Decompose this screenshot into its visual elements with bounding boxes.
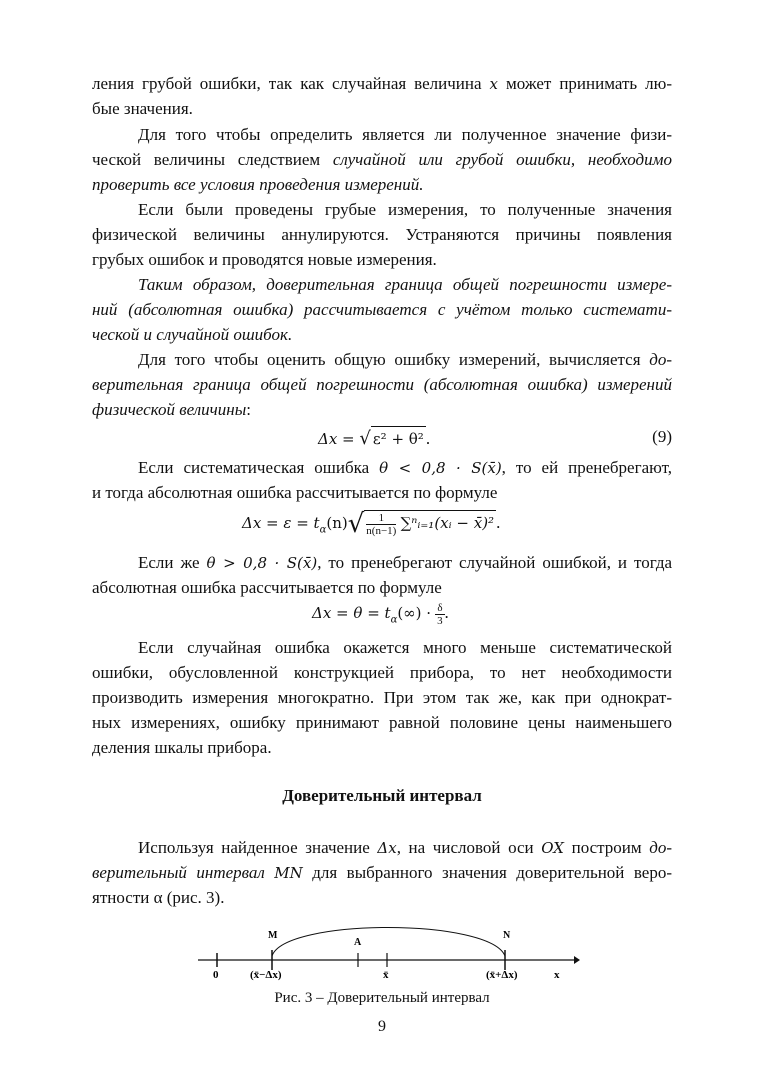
text-line: и тогда абсолютная ошибка рассчитывается по формуле	[92, 483, 498, 502]
text-line: ческой величины следствием случайной или грубой ошибки, необходимо	[92, 150, 673, 169]
text-line: ний (абсолютная ошибка) рассчитывается с учётом только системати-	[92, 300, 672, 319]
section-heading: Доверительный интервал	[282, 786, 482, 805]
text-line: Если случайная ошибка окажется много меньше систематической	[138, 638, 672, 657]
text-line: производить измерения многократно. При этом так же, как при однократ-	[92, 688, 672, 707]
label-origin: 0	[213, 969, 219, 981]
text-line: верительная граница общей погрешности (абсолютная ошибка) измерений	[92, 375, 672, 394]
equation-theta: $\Delta x = \theta = t_\alpha(\infty)$ · $\frac{\delta}{3}$ .	[312, 601, 449, 627]
label-m: M	[268, 930, 278, 941]
text-line: Таким образом, доверительная граница общей погрешности измере-	[138, 275, 672, 294]
label-right-bound: (x̄+Δx)	[486, 969, 518, 981]
label-a: A	[354, 937, 362, 948]
equation-9: Δx = √ ε² + θ² .	[318, 428, 431, 449]
text-line: Если систематическая ошибка θ < 0,8 · S(x̄), то ей пренебрегают,	[138, 458, 673, 477]
label-n: N	[503, 930, 511, 941]
text-line: ятности α (рис. 3).	[92, 888, 225, 907]
text-line: ошибки, обусловленной конструкцией прибора, то нет необходимости	[92, 663, 672, 682]
text-line: Для того чтобы определить является ли полученное значение физи-	[138, 125, 672, 144]
label-mean: x̄	[383, 969, 389, 981]
text-line: физической величины аннулируются. Устраняются причины появления	[92, 225, 672, 244]
text-line: ления грубой ошибки, так как случайная величина x может принимать лю-	[92, 74, 672, 93]
figure-caption: Рис. 3 – Доверительный интервал	[274, 990, 490, 1006]
axis-arrow	[574, 956, 580, 964]
text-line: Используя найденное значение Δx, на числовой оси OX построим до-	[138, 838, 673, 857]
text-line: ных измерениях, ошибку принимают равной половине цены наименьшего	[92, 713, 672, 732]
label-axis-x: x	[554, 969, 560, 981]
text-line: проверить все условия проведения измерений.	[92, 175, 424, 194]
equation-epsilon: $\Delta x = \varepsilon = t_\alpha(n)√$ $\frac{1}{n(n-1)}$ ∑ⁿᵢ₌₁(xᵢ − x̄)² .	[242, 509, 501, 539]
equation-number: (9)	[652, 427, 672, 446]
text-line: деления шкалы прибора.	[92, 738, 272, 757]
label-left-bound: (x̄−Δx)	[250, 969, 282, 981]
text-line: Для того чтобы оценить общую ошибку измерений, вычисляется до-	[138, 350, 672, 369]
text-line: Если были проведены грубые измерения, то полученные значения	[138, 200, 672, 219]
text-line: абсолютная ошибка рассчитывается по формуле	[92, 578, 442, 597]
text-line: Если же θ > 0,8 · S(x̄), то пренебрегают случайной ошибкой, и тогда	[138, 553, 673, 572]
text-line: бые значения.	[92, 99, 193, 118]
page-number: 9	[378, 1018, 386, 1035]
text-line: верительный интервал MN для выбранного значения доверительной веро-	[92, 863, 673, 882]
text-line: физической величины:	[92, 400, 251, 419]
interval-arc	[272, 928, 505, 957]
confidence-interval-figure	[190, 920, 580, 990]
text-line: ческой и случайной ошибок.	[92, 325, 293, 344]
text-line: грубых ошибок и проводятся новые измерения.	[92, 250, 437, 269]
